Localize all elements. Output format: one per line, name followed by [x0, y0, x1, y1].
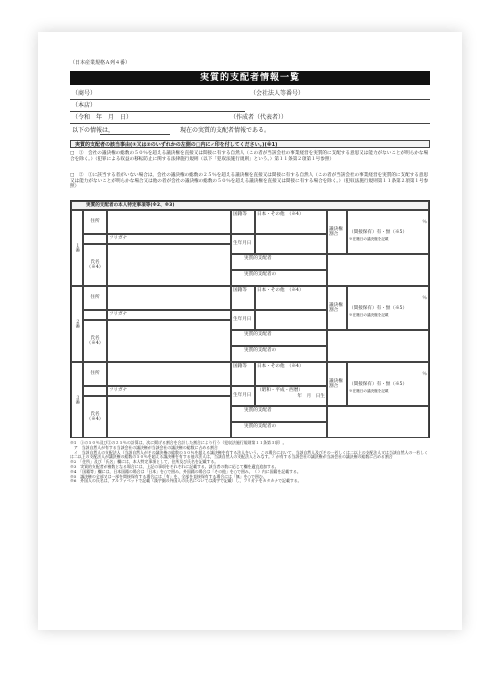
ratio-note: ※在籍日の議決権を記載: [349, 313, 389, 317]
note-3: ※3 実質的支配者が複数となる場合には，上記の事項をそれぞれに記載する。該当者の数に応じて欄を適宜追加する。: [70, 463, 279, 469]
person-1-furigana-field: フリガナ: [107, 234, 231, 244]
person-2-furigana-field: フリガナ: [107, 310, 231, 320]
table-header: 実質的支配者の本人特定事項等(※2、※3): [71, 201, 429, 210]
person-3-name-label: 氏名（※4）: [83, 396, 107, 438]
statement-left: 以下の情報は，: [72, 127, 115, 134]
person-1-birth-label: 生年月日: [231, 234, 255, 254]
person-1-furigana-label: [83, 234, 107, 244]
person-3-birth-field: [255, 386, 327, 406]
note-2: ※2 「住所」及び「氏名」欄には，本人特定事項として，住所及び氏名を記載する。: [70, 459, 219, 465]
person-1-ratio-label: 議決権割合: [327, 210, 347, 254]
date-blank: [100, 134, 170, 135]
person-3-name-field[interactable]: [107, 396, 231, 438]
person-2-furigana-label: [83, 310, 107, 320]
person-1-address-label: 住所: [83, 210, 107, 234]
document-title: 実質的支配者情報一覧: [70, 71, 430, 85]
person-1-name-label: 氏名（※4）: [83, 244, 107, 286]
person-2-ratio-blank: [327, 330, 429, 362]
era-options: （昭和・平成・西暦）: [257, 388, 303, 393]
header-row-2: [70, 103, 245, 112]
person-2-number: ２番: [71, 286, 83, 362]
notes-block: [70, 441, 430, 484]
note-4: ※4 「国籍等」欄には，日本国籍の場合は「日本」を○で囲み，外国籍の場合は「その他」を○で囲み，（ ）内に国籍を記載する。: [70, 468, 301, 474]
person-1-doc1: 実質的支配者: [231, 254, 327, 270]
person-3-birth-label: 生年月日: [231, 386, 255, 406]
person-3-ratio-blank: [327, 406, 429, 438]
person-2-name-field[interactable]: [107, 320, 231, 362]
direct-indirect-options: （間接保有）有・無（※5）: [349, 305, 408, 311]
reason-section-header: 実質的支配者の該当事由(①又は②のいずれかの左側の□内に✓印を付してください。)(※1): [70, 140, 430, 148]
person-1-doc2: 実質的支配者の: [231, 270, 327, 286]
ratio-note: ※在籍日の議決権を記載: [349, 389, 389, 393]
ratio-percent: ％: [422, 220, 427, 225]
person-3-nationality-field: 日本・その他 （※4）: [255, 362, 327, 386]
header-row-3: [70, 115, 430, 124]
person-2-doc2: 実質的支配者の: [231, 346, 327, 362]
statement-right: 現在の実質的支配者情報である。: [180, 127, 271, 134]
person-1-birth-field: [255, 234, 327, 254]
option-1: □ ① 会社の議決権の総数の５０％を超える議決権を直接又は間接に有する自然人（この者が当該会社の事業経営を実質的に支配する意思又は能力がないことが明らかな場合を除く。）（犯罪による収益の移転防止に関する法律施行規則（以下「犯収法施行規則」という。）第１１条第２項第１号参照）: [70, 151, 429, 162]
person-3-nationality-label: 国籍等: [231, 362, 255, 386]
standard-label: （日本産業規格Ａ列４番）: [70, 60, 131, 66]
person-1-number: １番: [71, 210, 83, 286]
birth-ymd: 年 月 日生: [297, 393, 325, 399]
person-2-birth-field: [255, 310, 327, 330]
person-3-address-field[interactable]: [107, 362, 231, 386]
ratio-note: ※在籍日の議決権を記載: [349, 237, 389, 241]
person-1-name-field[interactable]: [107, 244, 231, 286]
date-label: （令和 年 月 日）: [72, 114, 133, 121]
person-1-address-field[interactable]: [107, 210, 231, 234]
beneficial-owner-table: [70, 200, 430, 438]
person-2-name-label: 氏名（※4）: [83, 320, 107, 362]
person-3-ratio-field: [347, 362, 429, 406]
note-1b: イ 当該自然人の支配法人（当該自然人がその議決権の総数の５０％を超える議決権を有する法人をいう。この場合において，当該自然人及びその一若しくは二以上の支配法人又は当該自然人の一若しくは二以上の支配法人が議決権の総数の５０％を超える議決権を有する他の法人は，当該自然人の支配法人とみなす。）が有する当該会社の議決権が当該会社の議決権の総数に占める割合: [70, 449, 428, 460]
person-2-address-label: 住所: [83, 286, 107, 310]
note-6: ※6 外国人の氏名は，アルファベットで記載（漢字圏の外国人の氏名については漢字で記載）し，フリガナをカタカナで記載する。: [70, 478, 302, 484]
trade-name-label: （商号）: [72, 90, 97, 97]
person-2-address-field[interactable]: [107, 286, 231, 310]
person-3-address-label: 住所: [83, 362, 107, 386]
person-3-furigana-label: [83, 386, 107, 396]
statement-row: [70, 128, 430, 136]
person-3-ratio-label: 議決権割合: [327, 362, 347, 406]
corp-number-label: （会社法人等番号）: [250, 90, 305, 97]
person-1-nationality-field: 日本・その他 （※4）: [255, 210, 327, 234]
person-2-birth-label: 生年月日: [231, 310, 255, 330]
option-2: □ ② ①に該当する者がいない場合は，会社の議決権の総数の２５％を超える議決権を直接又は間接に有する自然人（この者が当該会社の事業経営を実質的に支配する意思又は能力がないことが明らかな場合又は他の者が会社の議決権の総数の５０％を超える議決権を直接又は間接に有する場合を除く。）（犯収法施行規則第１１条第２項第１号参照）: [70, 173, 429, 190]
direct-indirect-options: （間接保有）有・無（※5）: [349, 381, 408, 387]
person-2-ratio-field: [347, 286, 429, 330]
ratio-percent: ％: [422, 372, 427, 377]
person-3-number: ３番: [71, 362, 83, 438]
person-1-ratio-blank: [327, 254, 429, 286]
ratio-percent: ％: [422, 296, 427, 301]
person-3-doc1: 実質的支配者: [231, 406, 327, 422]
header-row-1: [70, 91, 430, 100]
note-5: ※5 議決権の全部又は一部を間接保有する場合には「有」を，全部を直接保有する場合には「無」を○で囲む。: [70, 473, 267, 479]
direct-indirect-options: （間接保有）有・無（※5）: [349, 229, 408, 235]
person-2-doc1: 実質的支配者: [231, 330, 327, 346]
person-1-nationality-label: 国籍等: [231, 210, 255, 234]
preparer-label: （作成者（代表者））: [230, 114, 288, 121]
person-3-furigana-field: フリガナ: [107, 386, 231, 396]
person-1-ratio-field: [347, 210, 429, 254]
note-1a: ア 当該自然人が有する当該会社の議決権が当該会社の議決権の総数に占める割合: [70, 444, 218, 450]
person-2-ratio-label: 議決権割合: [327, 286, 347, 330]
note-1: ※1 ①の５０％及び②の２５％の計算は，次に掲げる割合を合計した割合により行う（犯収法施行規則第１１条第３項）。: [70, 440, 287, 445]
person-2-nationality-field: 日本・その他 （※4）: [255, 286, 327, 310]
person-2-nationality-label: 国籍等: [231, 286, 255, 310]
head-office-label: （本店）: [72, 102, 97, 109]
person-3-doc2: 実質的支配者の: [231, 422, 327, 438]
